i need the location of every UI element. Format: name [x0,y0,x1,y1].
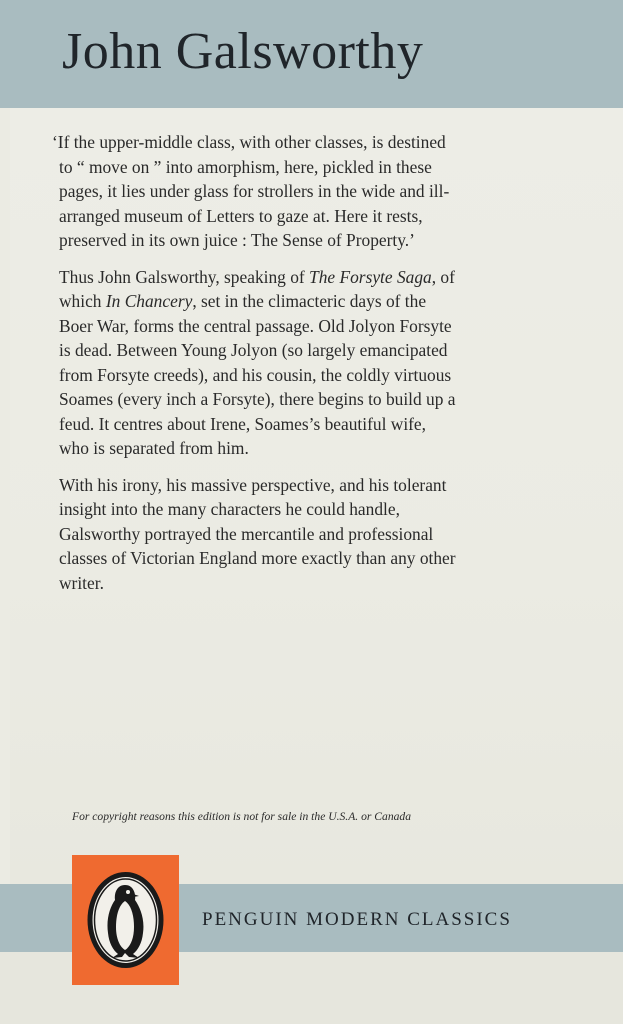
blurb-p2-text-a: Thus John Galsworthy, speaking of [59,266,310,287]
copyright-notice: For copyright reasons this edition is not for sale in the U.S.A. or Canada [72,810,412,823]
author-name: John Galsworthy [62,23,424,80]
penguin-logo [72,855,179,985]
title-forsyte-saga: The Forsyte Saga [309,266,432,287]
blurb-p2-text-b: , of which [59,266,455,311]
series-name: PENGUIN MODERN CLASSICS [202,909,512,930]
blurb-p2-text-c: , set in the climacteric days of the Boer War, forms the central passage. Old Jolyon Forsyte is dead. Between Young Jolyon (so largely emancipated from Forsyte creeds), and his cousin, the coldly virtuous Soames (every inch a Forsyte), there begins to build up a feud. It centres about Irene, Soames’s beautiful wife, who is separated from him. [59,291,456,458]
blurb-quote: ‘If the upper-middle class, with other classes, is destined to “ move on ” into amorphism, here, pickled in these pages, it lies under glass for strollers in the wide and ill-arranged museum of Letters to gaze at. Here it rests, preserved in its own juice : The Sense of Property.’ [52,132,450,250]
title-in-chancery: In Chancery [105,291,193,311]
blurb-paragraph-2 [59,265,459,461]
blurb-paragraph-3: With his irony, his massive perspective, and his tolerant insight into the many characters he could handle, Galsworthy portrayed the mercantile and professional classes of Victorian England more exactly than any other writer. [59,474,456,593]
penguin-icon [72,855,179,985]
blurb-text [52,130,459,607]
